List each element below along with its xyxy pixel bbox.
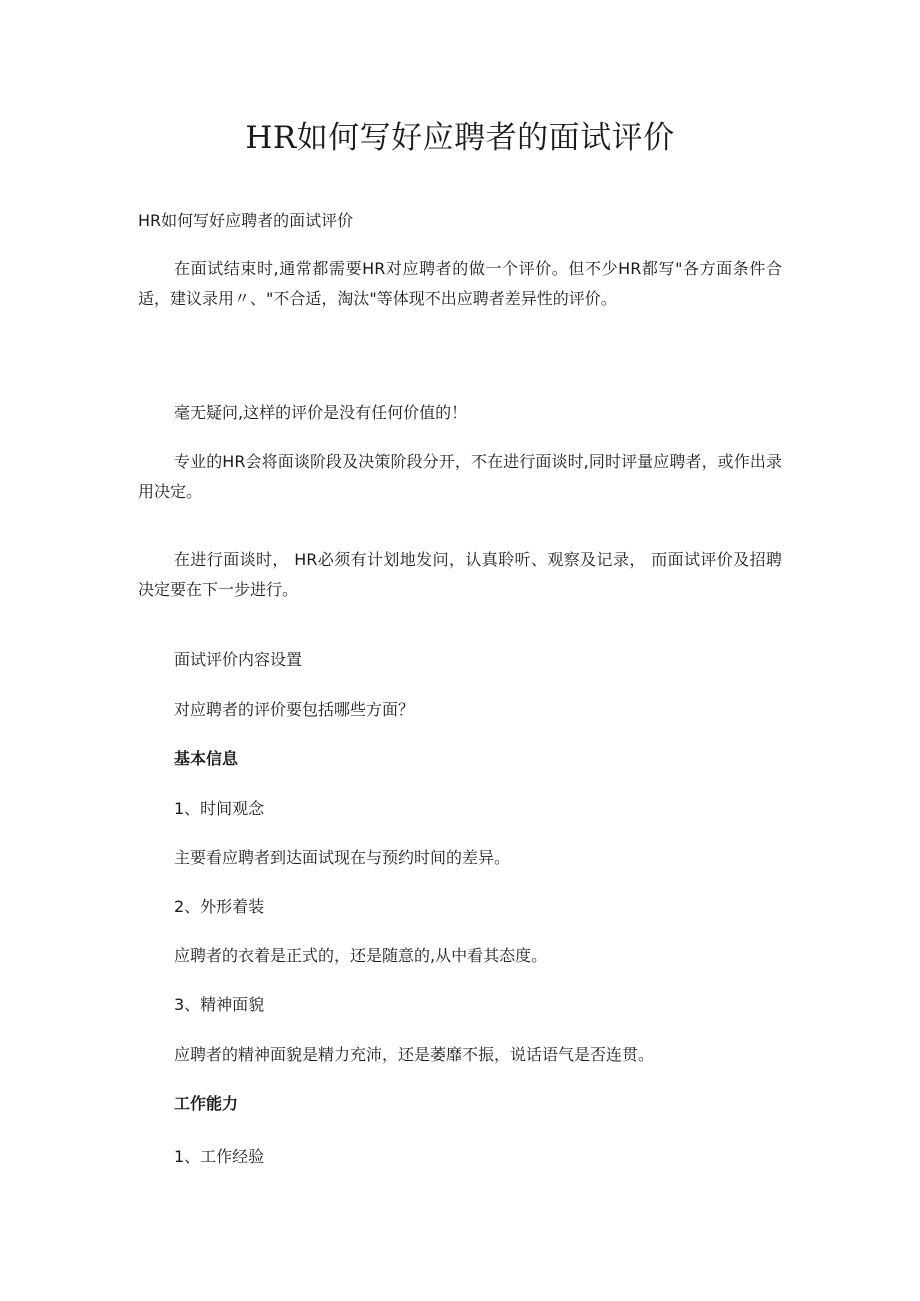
section-heading-basic-info: 基本信息 [174, 749, 239, 768]
paragraph-professional-hr: 专业的HR会将面谈阶段及决策阶段分开，不在进行面谈时,同时评量应聘者，或作出录用决定。 [138, 452, 782, 501]
item-desc-appearance: 应聘者的衣着是正式的，还是随意的,从中看其态度。 [174, 946, 548, 965]
item-title-appearance: 2、外形着装 [174, 897, 265, 916]
item-desc-time: 主要看应聘者到达面试现在与预约时间的差异。 [174, 848, 511, 867]
paragraph-evaluation-setup: 面试评价内容设置 [174, 650, 303, 669]
document-title: HR如何写好应聘者的面试评价 [245, 120, 675, 156]
item-title-work-experience: 1、工作经验 [174, 1147, 265, 1166]
paragraph-during-interview: 在进行面谈时， HR必须有计划地发问，认真聆听、观察及记录， 而面试评价及招聘决定要在下一步进行。 [138, 550, 782, 599]
paragraph-evaluation-question: 对应聘者的评价要包括哪些方面？ [174, 700, 415, 719]
paragraph-intro: 在面试结束时,通常都需要HR对应聘者的做一个评价。但不少HR都写"各方面条件合适，建议录用〃、"不合适，淘汰"等体现不出应聘者差异性的评价。 [138, 259, 782, 308]
document-subtitle: HR如何写好应聘者的面试评价 [138, 211, 354, 230]
item-title-time: 1、时间观念 [174, 799, 265, 818]
item-title-spirit: 3、精神面貌 [174, 995, 265, 1014]
item-desc-spirit: 应聘者的精神面貌是精力充沛，还是萎靡不振，说话语气是否连贯。 [174, 1045, 655, 1064]
paragraph-no-value: 毫无疑问,这样的评价是没有任何价值的！ [174, 403, 468, 422]
section-heading-work-ability: 工作能力 [174, 1094, 239, 1113]
